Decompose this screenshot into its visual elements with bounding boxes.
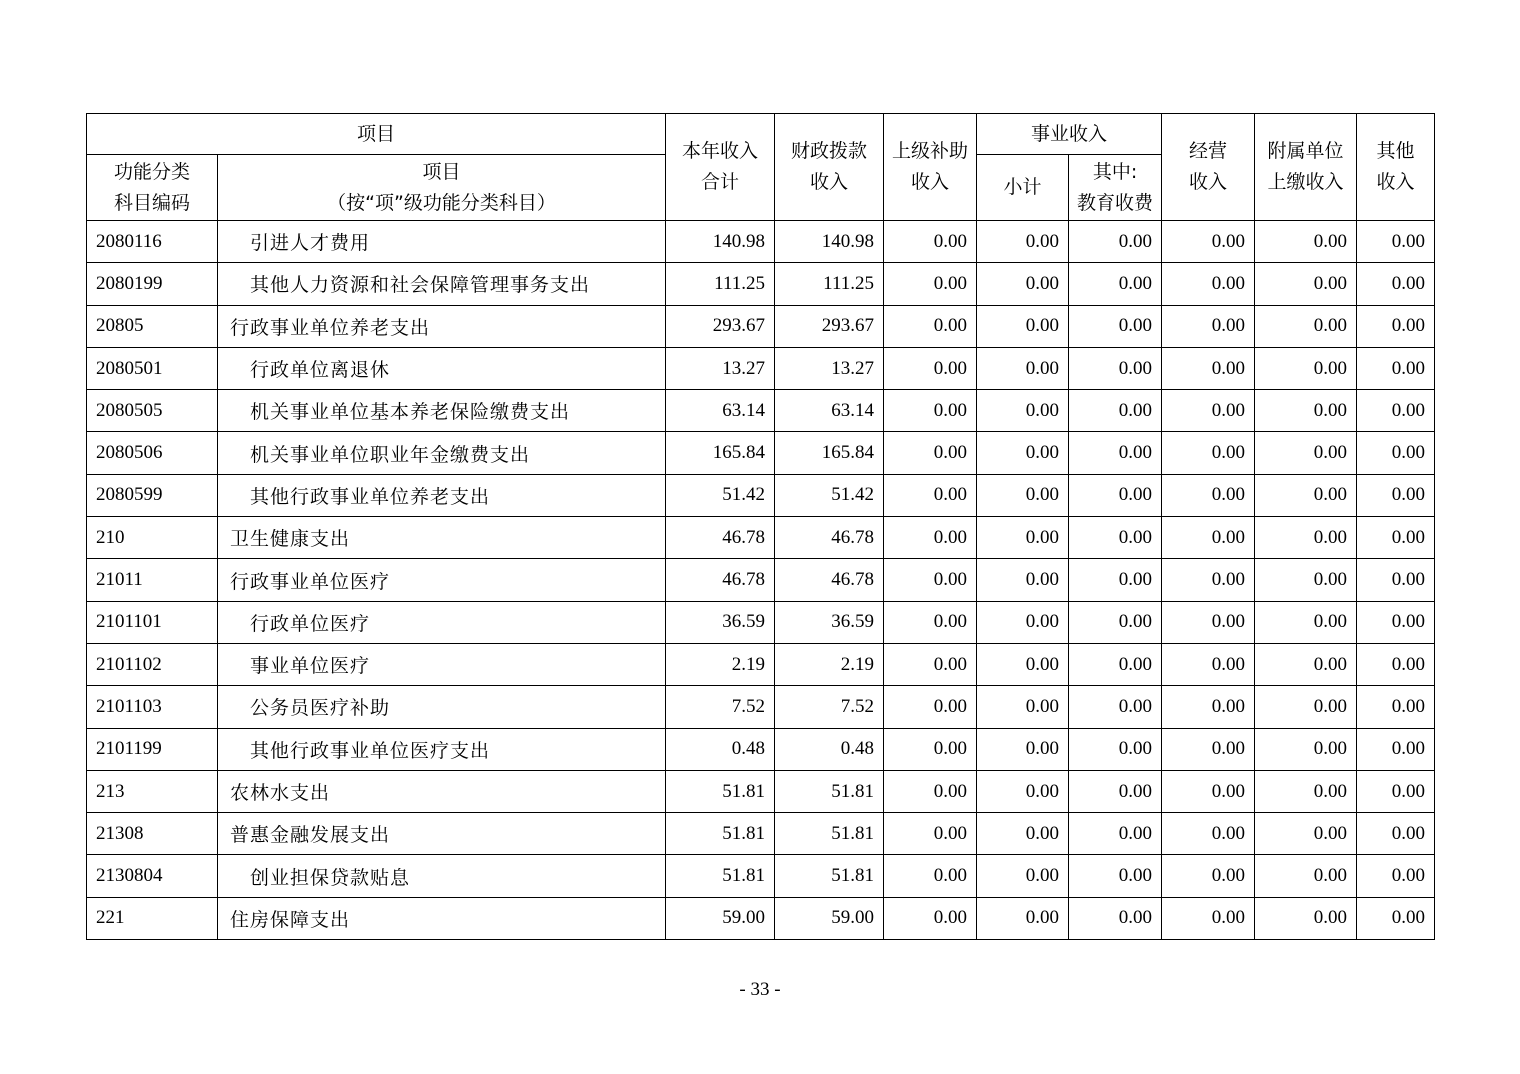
row-value: 0.00 [1162, 474, 1255, 516]
row-value: 0.00 [884, 897, 977, 939]
row-value: 0.00 [884, 263, 977, 305]
row-value: 0.00 [884, 770, 977, 812]
row-code: 2101199 [87, 728, 218, 770]
row-value: 111.25 [775, 263, 884, 305]
row-value: 165.84 [666, 432, 775, 474]
row-value: 46.78 [666, 517, 775, 559]
row-value: 0.00 [884, 643, 977, 685]
row-name: 公务员医疗补助 [218, 686, 666, 728]
row-value: 0.00 [977, 686, 1069, 728]
row-value: 51.81 [666, 813, 775, 855]
row-value: 51.42 [666, 474, 775, 516]
row-value: 0.00 [977, 474, 1069, 516]
table-row [87, 728, 1435, 770]
row-code: 2080116 [87, 221, 218, 263]
row-value: 0.00 [1255, 305, 1357, 347]
row-value: 140.98 [666, 221, 775, 263]
row-value: 0.00 [1069, 474, 1162, 516]
row-value: 0.00 [1069, 221, 1162, 263]
row-value: 0.00 [977, 855, 1069, 897]
row-value: 0.00 [1255, 390, 1357, 432]
row-code: 2080501 [87, 347, 218, 389]
row-value: 51.81 [666, 855, 775, 897]
row-name: 农林水支出 [218, 770, 666, 812]
row-value: 0.00 [1357, 643, 1435, 685]
row-value: 0.00 [1255, 474, 1357, 516]
row-value: 0.00 [884, 390, 977, 432]
row-value: 0.00 [1255, 263, 1357, 305]
row-name: 行政事业单位医疗 [218, 559, 666, 601]
row-value: 0.00 [884, 474, 977, 516]
row-value: 0.00 [1357, 686, 1435, 728]
row-name: 机关事业单位基本养老保险缴费支出 [218, 390, 666, 432]
table-row [87, 855, 1435, 897]
row-name: 引进人才费用 [218, 221, 666, 263]
row-value: 0.00 [1069, 897, 1162, 939]
row-value: 0.00 [1069, 390, 1162, 432]
row-value: 0.00 [1069, 517, 1162, 559]
row-value: 0.00 [977, 305, 1069, 347]
row-value: 0.00 [1069, 601, 1162, 643]
row-name: 事业单位医疗 [218, 643, 666, 685]
row-value: 0.00 [1162, 601, 1255, 643]
row-value: 46.78 [775, 559, 884, 601]
row-value: 59.00 [666, 897, 775, 939]
row-value: 0.00 [1162, 686, 1255, 728]
row-value: 0.00 [884, 517, 977, 559]
row-name: 其他行政事业单位养老支出 [218, 474, 666, 516]
row-value: 0.00 [1069, 347, 1162, 389]
row-value: 63.14 [775, 390, 884, 432]
page-number: - 33 - [739, 979, 781, 1000]
row-code: 21011 [87, 559, 218, 601]
table-row [87, 390, 1435, 432]
row-value: 13.27 [666, 347, 775, 389]
row-name: 其他人力资源和社会保障管理事务支出 [218, 263, 666, 305]
row-value: 0.00 [1255, 517, 1357, 559]
row-code: 2080506 [87, 432, 218, 474]
row-code: 2080505 [87, 390, 218, 432]
row-value: 0.00 [977, 728, 1069, 770]
row-value: 2.19 [775, 643, 884, 685]
row-name: 其他行政事业单位医疗支出 [218, 728, 666, 770]
row-value: 0.00 [1162, 728, 1255, 770]
row-value: 0.00 [1162, 390, 1255, 432]
table-row [87, 263, 1435, 305]
row-value: 0.00 [977, 390, 1069, 432]
table-row [87, 897, 1435, 939]
row-name: 机关事业单位职业年金缴费支出 [218, 432, 666, 474]
table-row [87, 432, 1435, 474]
table-row [87, 517, 1435, 559]
row-value: 0.00 [1069, 305, 1162, 347]
row-value: 0.00 [1357, 813, 1435, 855]
row-value: 51.42 [775, 474, 884, 516]
row-value: 0.00 [977, 559, 1069, 601]
row-value: 0.00 [1162, 813, 1255, 855]
row-value: 0.00 [884, 813, 977, 855]
row-value: 0.00 [1069, 813, 1162, 855]
row-value: 0.00 [977, 813, 1069, 855]
row-value: 0.00 [977, 601, 1069, 643]
row-value: 0.00 [1162, 432, 1255, 474]
row-value: 0.00 [1357, 432, 1435, 474]
row-value: 51.81 [666, 770, 775, 812]
row-value: 293.67 [666, 305, 775, 347]
row-value: 0.00 [1162, 559, 1255, 601]
row-value: 0.00 [1255, 221, 1357, 263]
row-code: 210 [87, 517, 218, 559]
table-row [87, 813, 1435, 855]
row-value: 36.59 [775, 601, 884, 643]
row-value: 0.00 [1069, 432, 1162, 474]
row-value: 0.00 [884, 686, 977, 728]
row-value: 0.00 [1162, 305, 1255, 347]
row-value: 0.00 [1162, 221, 1255, 263]
row-value: 0.00 [1357, 263, 1435, 305]
row-code: 21308 [87, 813, 218, 855]
row-value: 0.00 [1162, 770, 1255, 812]
row-value: 0.00 [1069, 770, 1162, 812]
row-code: 2101101 [87, 601, 218, 643]
table-row [87, 686, 1435, 728]
header-other-income: 其他 收入 [1357, 114, 1435, 221]
table-row [87, 474, 1435, 516]
row-code: 2080199 [87, 263, 218, 305]
header-fiscal-income: 财政拨款 收入 [775, 114, 884, 221]
row-value: 0.00 [1255, 813, 1357, 855]
row-value: 0.00 [1162, 643, 1255, 685]
row-value: 0.00 [1357, 728, 1435, 770]
row-value: 293.67 [775, 305, 884, 347]
budget-income-table [86, 113, 1435, 940]
header-business-subtotal: 小计 [977, 155, 1069, 221]
row-value: 0.00 [977, 347, 1069, 389]
row-value: 0.00 [977, 221, 1069, 263]
row-value: 0.00 [1162, 855, 1255, 897]
row-name: 卫生健康支出 [218, 517, 666, 559]
row-value: 0.00 [1069, 686, 1162, 728]
row-code: 2101102 [87, 643, 218, 685]
row-value: 36.59 [666, 601, 775, 643]
row-value: 0.00 [1357, 347, 1435, 389]
row-value: 0.00 [1255, 643, 1357, 685]
row-code: 20805 [87, 305, 218, 347]
row-value: 0.00 [1255, 770, 1357, 812]
row-value: 0.00 [884, 559, 977, 601]
row-value: 0.00 [977, 643, 1069, 685]
row-value: 46.78 [775, 517, 884, 559]
row-value: 0.00 [1357, 770, 1435, 812]
header-business-income-group: 事业收入 [977, 114, 1162, 155]
row-value: 0.00 [1255, 601, 1357, 643]
row-value: 0.00 [1357, 305, 1435, 347]
header-superior-subsidy: 上级补助 收入 [884, 114, 977, 221]
row-value: 140.98 [775, 221, 884, 263]
row-value: 2.19 [666, 643, 775, 685]
row-value: 0.00 [1162, 517, 1255, 559]
row-value: 51.81 [775, 855, 884, 897]
row-value: 0.48 [775, 728, 884, 770]
row-value: 0.00 [977, 897, 1069, 939]
row-value: 0.00 [884, 305, 977, 347]
table-row [87, 347, 1435, 389]
row-value: 51.81 [775, 770, 884, 812]
row-value: 0.00 [977, 432, 1069, 474]
row-value: 0.00 [884, 728, 977, 770]
row-value: 0.00 [884, 221, 977, 263]
row-name: 住房保障支出 [218, 897, 666, 939]
row-value: 0.00 [977, 770, 1069, 812]
table-row [87, 559, 1435, 601]
row-value: 0.00 [884, 432, 977, 474]
row-value: 165.84 [775, 432, 884, 474]
row-code: 221 [87, 897, 218, 939]
row-value: 0.00 [1255, 347, 1357, 389]
row-code: 2101103 [87, 686, 218, 728]
table-row [87, 601, 1435, 643]
row-value: 7.52 [775, 686, 884, 728]
row-name: 普惠金融发展支出 [218, 813, 666, 855]
row-value: 0.00 [1069, 643, 1162, 685]
table-row [87, 643, 1435, 685]
header-affiliated-income: 附属单位 上缴收入 [1255, 114, 1357, 221]
row-value: 0.00 [1162, 263, 1255, 305]
row-value: 0.00 [1357, 559, 1435, 601]
table-body [87, 221, 1435, 940]
row-value: 0.48 [666, 728, 775, 770]
row-value: 0.00 [1357, 517, 1435, 559]
table-row [87, 305, 1435, 347]
row-value: 63.14 [666, 390, 775, 432]
header-operating-income: 经营 收入 [1162, 114, 1255, 221]
row-value: 0.00 [977, 517, 1069, 559]
row-value: 0.00 [1162, 347, 1255, 389]
row-value: 0.00 [1255, 855, 1357, 897]
row-name: 行政单位医疗 [218, 601, 666, 643]
row-value: 7.52 [666, 686, 775, 728]
row-value: 0.00 [1255, 432, 1357, 474]
header-business-edu-fee: 其中: 教育收费 [1069, 155, 1162, 221]
row-value: 0.00 [1357, 855, 1435, 897]
row-code: 2080599 [87, 474, 218, 516]
row-value: 111.25 [666, 263, 775, 305]
row-value: 0.00 [1255, 559, 1357, 601]
row-value: 0.00 [977, 263, 1069, 305]
row-name: 行政事业单位养老支出 [218, 305, 666, 347]
row-value: 59.00 [775, 897, 884, 939]
row-name: 行政单位离退休 [218, 347, 666, 389]
row-code: 2130804 [87, 855, 218, 897]
header-project-name: 项目 （按“项”级功能分类科目） [218, 155, 666, 221]
header-code: 功能分类 科目编码 [87, 155, 218, 221]
row-value: 0.00 [1162, 897, 1255, 939]
header-total-income: 本年收入 合计 [666, 114, 775, 221]
row-name: 创业担保贷款贴息 [218, 855, 666, 897]
row-value: 51.81 [775, 813, 884, 855]
row-value: 0.00 [1357, 897, 1435, 939]
row-value: 0.00 [1069, 728, 1162, 770]
row-value: 13.27 [775, 347, 884, 389]
table-row [87, 221, 1435, 263]
row-value: 0.00 [884, 347, 977, 389]
row-value: 0.00 [1357, 601, 1435, 643]
row-value: 0.00 [1069, 263, 1162, 305]
row-value: 0.00 [1357, 474, 1435, 516]
row-value: 0.00 [884, 601, 977, 643]
row-value: 0.00 [1069, 559, 1162, 601]
row-value: 0.00 [1255, 686, 1357, 728]
table-row [87, 770, 1435, 812]
row-value: 46.78 [666, 559, 775, 601]
row-value: 0.00 [884, 855, 977, 897]
row-value: 0.00 [1357, 221, 1435, 263]
row-code: 213 [87, 770, 218, 812]
row-value: 0.00 [1357, 390, 1435, 432]
row-value: 0.00 [1255, 728, 1357, 770]
row-value: 0.00 [1255, 897, 1357, 939]
header-project-group: 项目 [87, 114, 666, 155]
row-value: 0.00 [1069, 855, 1162, 897]
